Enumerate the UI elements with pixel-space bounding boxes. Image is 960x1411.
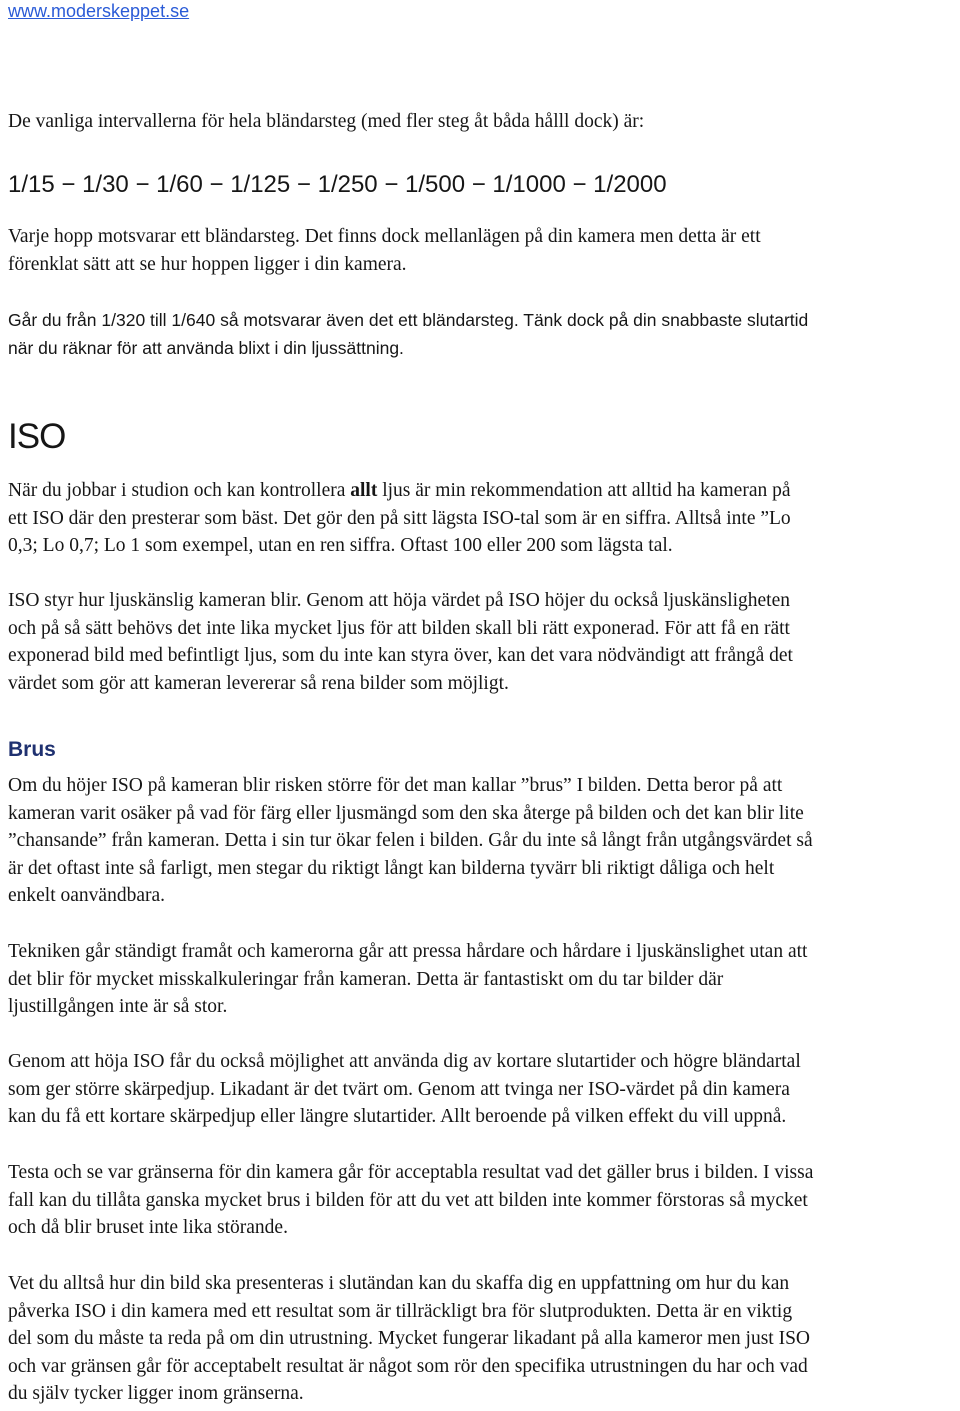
text-line: De vanliga intervallerna för hela bländarsteg (med fler steg åt båda hålll dock) är: bbox=[8, 111, 645, 132]
text-line: exponerad bild med befintligt ljus, som du inte kan styra över, kan det vara nödvändigt att frångå det bbox=[8, 645, 793, 666]
site-link[interactable]: www.moderskeppet.se bbox=[8, 1, 190, 21]
text-line: Genom att höja ISO får du också möjlighet att använda dig av kortare slutartider och högre bländartal bbox=[8, 1051, 801, 1072]
text-segment: ljus är min rekommendation att alltid ha kameran på bbox=[377, 480, 791, 501]
text-line: enkelt oanvändbara. bbox=[8, 885, 166, 906]
text-line: 0,3; Lo 0,7; Lo 1 som exempel, utan en ren siffra. Oftast 100 eller 200 som lägsta tal. bbox=[8, 535, 673, 556]
brus-paragraph bbox=[8, 772, 952, 910]
text-line: och på så sätt behövs det inte lika mycket ljus för att bilden skall bli rätt exponerad. För att få en rätt bbox=[8, 617, 790, 639]
brus-paragraph bbox=[8, 1159, 952, 1242]
text-line: Tekniken går ständigt framåt och kamerorna går att pressa hårdare och hårdare i ljuskänslighet utan att bbox=[8, 941, 808, 962]
text-line: Varje hopp motsvarar ett bländarsteg. Det finns dock mellanlägen på din kamera men detta är ett bbox=[8, 226, 761, 247]
text-line: är det oftast inte så farligt, men stegar du riktigt långt kan bilderna tyvärr bli riktigt dåliga och helt bbox=[8, 857, 775, 879]
iso-paragraph bbox=[8, 587, 952, 697]
text-line: kameran varit osäker på vad för färg eller ljusmängd som den ska återge på bilden och det kan blir lite bbox=[8, 802, 804, 824]
text-line: påverka ISO i din kamera med ett resultat som är tillräckligt bra för slutprodukten. Detta är en viktig bbox=[8, 1300, 793, 1322]
text-line bbox=[8, 477, 952, 505]
text-line: som ger större skärpedjup. Likadant är det tvärt om. Genom att tvinga ner ISO-värdet på din kamera bbox=[8, 1078, 790, 1100]
text-line: ”chansande” från kameran. Detta i sin tur ökar felen i bilden. Går du inte så långt från utgångsvärdet så bbox=[8, 830, 813, 851]
text-line: kan du få ett kortare skärpedjup eller längre slutartider. Allt beroende på vilken effekt du vill uppnå. bbox=[8, 1106, 787, 1127]
brus-paragraph bbox=[8, 938, 952, 1021]
text-segment: När du jobbar i studion och kan kontrollera bbox=[8, 480, 351, 501]
emphasized-word: allt bbox=[350, 480, 378, 501]
text-line: du själv tycker ligger inom gränserna. bbox=[8, 1383, 304, 1404]
iso-paragraph bbox=[8, 477, 952, 560]
text-line: ett ISO där den presterar som bäst. Det gör den på sitt lägsta ISO-tal som är en siffra. Alltså inte ”Lo bbox=[8, 507, 791, 529]
brus-paragraph bbox=[8, 1048, 952, 1131]
flash-note-paragraph bbox=[8, 307, 952, 362]
text-line: Vet du alltså hur din bild ska presenteras i slutändan kan du skaffa dig en uppfattning om hur du kan bbox=[8, 1273, 790, 1294]
text-line: Om du höjer ISO på kameran blir risken större för det man kallar ”brus” I bilden. Detta beror på att bbox=[8, 775, 783, 796]
text-line: och då blir bruset inte lika störande. bbox=[8, 1217, 288, 1238]
text-line: förenklat sätt att se hur hoppen ligger i din kamera. bbox=[8, 253, 407, 275]
text-line: och var gränsen går för acceptabelt resultat är något som rör den specifika utrustningen du har och vad bbox=[8, 1355, 808, 1377]
text-line: Går du från 1/320 till 1/640 så motsvarar även det ett bländarsteg. Tänk dock på din snabbaste slutartid bbox=[8, 310, 809, 330]
text-line: ISO styr hur ljuskänslig kameran blir. Genom att höja värdet på ISO höjer du också ljuskänsligheten bbox=[8, 590, 791, 611]
shutter-note-paragraph bbox=[8, 223, 952, 278]
brus-section-heading: Brus bbox=[8, 738, 56, 761]
text-line: Testa och se var gränserna för din kamera går för acceptabla resultat vad det gäller brus i bilden. I vissa bbox=[8, 1162, 814, 1183]
text-line: värdet som gör att kameran levererar så rena bilder som möjligt. bbox=[8, 672, 509, 694]
text-line: när du räknar för att använda blixt i din ljussättning. bbox=[8, 337, 404, 358]
text-line: ljustillgången inte är så stor. bbox=[8, 996, 228, 1017]
iso-section-heading: ISO bbox=[8, 417, 66, 456]
aperture-intro-paragraph bbox=[8, 108, 952, 136]
text-line: det blir för mycket misskalkuleringar från kameran. Detta är fantastiskt om du tar bilder där bbox=[8, 968, 724, 990]
brus-paragraph bbox=[8, 1270, 952, 1408]
shutter-speed-sequence: 1/15 − 1/30 − 1/60 − 1/125 − 1/250 − 1/500 − 1/1000 − 1/2000 bbox=[8, 171, 667, 198]
text-line: fall kan du tillåta ganska mycket brus i bilden för att du vet att bilden inte kommer förstoras så mycket bbox=[8, 1189, 808, 1211]
text-line: del som du måste ta reda på om din utrustning. Mycket fungerar likadant på alla kameror men just ISO bbox=[8, 1328, 810, 1349]
